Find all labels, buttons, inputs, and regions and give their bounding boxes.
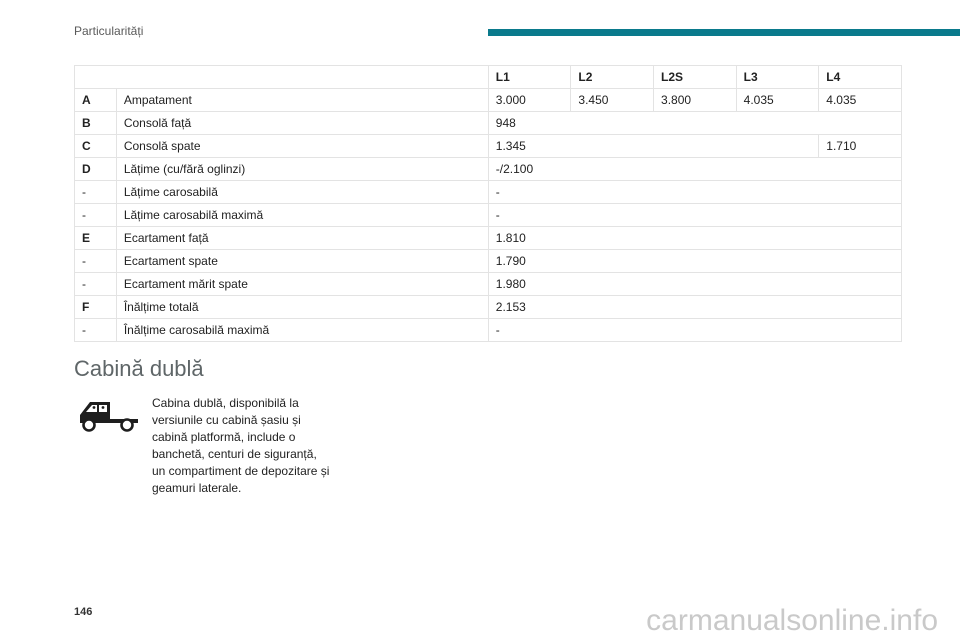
row-label: Lățime carosabilă [116,181,488,204]
row-label: Consolă spate [116,135,488,158]
row-label: Lățime carosabilă maximă [116,204,488,227]
cell-value: 948 [488,112,901,135]
row-label: Ecartament spate [116,250,488,273]
cell-value: 3.000 [488,89,571,112]
table-row [75,250,902,273]
row-label: Înălțime totală [116,296,488,319]
row-code: - [75,181,117,204]
row-code: D [75,158,117,181]
watermark: carmanualsonline.info [646,604,938,637]
column-header-l3: L3 [736,66,819,89]
table-row [75,296,902,319]
row-code: - [75,250,117,273]
table-header-blank [75,66,489,89]
cell-value: 1.790 [488,250,901,273]
row-label: Consolă față [116,112,488,135]
row-code: F [75,296,117,319]
row-code: - [75,319,117,342]
section-title: Cabină dublă [74,356,204,381]
header-accent-bar [488,29,960,36]
cell-value: 3.450 [571,89,654,112]
row-code: B [75,112,117,135]
row-label: Înălțime carosabilă maximă [116,319,488,342]
cell-value: 4.035 [819,89,902,112]
section-description: Cabina dublă, disponibilă la versiunile cu cabină șasiu și cabină platformă, include o banchetă, centuri de siguranță, un compartiment de depozitare și geamuri laterale. [152,396,330,495]
table-row [75,273,902,296]
column-header-l1: L1 [488,66,571,89]
row-code: - [75,273,117,296]
table-row [75,181,902,204]
double-cab-truck-icon [76,396,140,432]
cell-value: 4.035 [736,89,819,112]
row-label: Ecartament față [116,227,488,250]
cell-value: -/2.100 [488,158,901,181]
table-row [75,135,902,158]
page-number: 146 [74,606,93,618]
cell-value: 1.710 [819,135,902,158]
running-header: Particularități [74,24,144,38]
cell-value: 2.153 [488,296,901,319]
row-label: Lățime (cu/fără oglinzi) [116,158,488,181]
column-header-l4: L4 [819,66,902,89]
table-header-row [75,66,902,89]
cell-value: 1.980 [488,273,901,296]
column-header-l2: L2 [571,66,654,89]
table-row [75,319,902,342]
row-code: A [75,89,117,112]
dimensions-table [74,65,902,342]
row-code: - [75,204,117,227]
cell-value: - [488,181,901,204]
cell-value: - [488,204,901,227]
row-code: C [75,135,117,158]
column-header-l2s: L2S [654,66,737,89]
table-row [75,112,902,135]
table-row [75,204,902,227]
table-row [75,89,902,112]
row-label: Ecartament mărit spate [116,273,488,296]
cell-value: - [488,319,901,342]
cell-value: 1.345 [488,135,819,158]
row-label: Ampatament [116,89,488,112]
cell-value: 1.810 [488,227,901,250]
cell-value: 3.800 [654,89,737,112]
table-row [75,227,902,250]
table-row [75,158,902,181]
row-code: E [75,227,117,250]
